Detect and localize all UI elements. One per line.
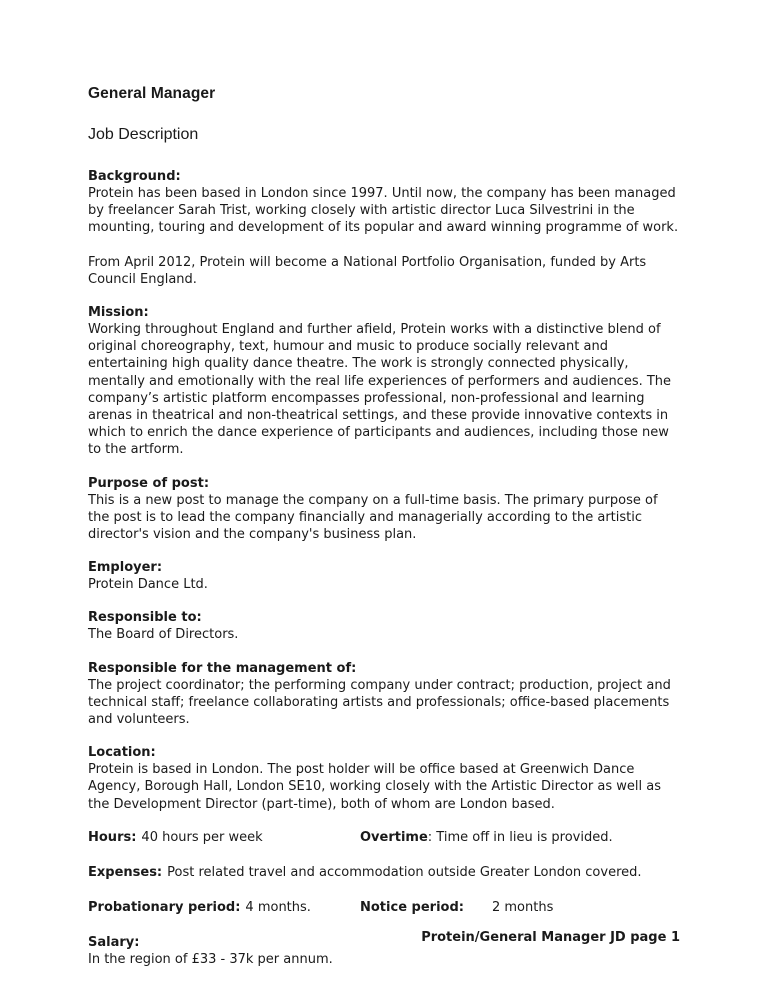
section-body-mission: Working throughout England and further afield, Protein works with a distinctive blend of original choreography, text, humour and music to produce socially relevant and entertaining high quality dance theatre. The work is strongly connected physically, mentally and emotionally with the real life experiences of performers and audiences. The company’s artistic platform encompasses professional, non-professional and learning arenas in theatrical and non-theatrical settings, and these provide innovative contexts in which to enrich the dance experience of participants and audiences, including those new to the artform. xyxy=(88,322,672,458)
section-heading-employer: Employer: xyxy=(88,560,163,576)
terms-hours-value: 40 hours per week xyxy=(141,829,263,845)
terms-overtime-label: Overtime xyxy=(360,829,428,845)
section-body-responsible-for-management: The project coordinator; the performing company under contract; production, project and technical staff; freelance collaborating artists and professionals; office-based placements and volunteers. xyxy=(88,677,671,728)
terms-row-expenses xyxy=(88,864,680,881)
section-purpose-of-post xyxy=(88,475,680,544)
terms-notice-period-label: Notice period: xyxy=(360,899,464,915)
terms-row-probationary-notice xyxy=(88,899,680,916)
section-responsible-to xyxy=(88,609,680,643)
section-body-salary: In the region of £33 - 37k per annum. xyxy=(88,951,333,967)
terms-row-hours-overtime xyxy=(88,829,680,846)
page-title: General Manager xyxy=(88,85,216,102)
section-employer xyxy=(88,559,680,593)
terms-hours xyxy=(88,829,263,846)
document-content xyxy=(88,84,680,983)
section-heading-mission: Mission: xyxy=(88,305,149,321)
terms-overtime-value: : Time off in lieu is provided. xyxy=(427,829,613,845)
section-heading-location: Location: xyxy=(88,745,156,761)
terms-expenses-label: Expenses: xyxy=(88,864,163,880)
terms-expenses xyxy=(88,864,642,881)
terms-overtime xyxy=(360,829,613,846)
section-responsible-for-management xyxy=(88,660,680,729)
section-body-location: Protein is based in London. The post holder will be office based at Greenwich Dance Agency, Borough Hall, London SE10, working closely with the Artistic Director as well as the Development Director (part-time), both of whom are London based. xyxy=(88,762,661,812)
section-heading-responsible-to: Responsible to: xyxy=(88,610,202,626)
terms-hours-label: Hours: xyxy=(88,829,137,845)
section-body-responsible-to: The Board of Directors. xyxy=(88,627,239,643)
section-body-background-2: From April 2012, Protein will become a National Portfolio Organisation, funded by Arts Council England. xyxy=(88,254,647,287)
terms-probationary-period xyxy=(88,899,311,916)
section-mission xyxy=(88,304,680,459)
page-footer: Protein/General Manager JD page 1 xyxy=(421,930,680,945)
section-heading-purpose-of-post: Purpose of post: xyxy=(88,475,210,491)
terms-probationary-period-label: Probationary period: xyxy=(88,899,241,915)
terms-notice-period-value: 2 months xyxy=(491,899,554,915)
terms-notice-period xyxy=(360,899,553,916)
terms-expenses-value: Post related travel and accommodation outside Greater London covered. xyxy=(167,864,642,880)
section-location xyxy=(88,744,680,813)
terms-probationary-period-value: 4 months. xyxy=(245,899,311,915)
section-heading-background: Background: xyxy=(88,169,181,184)
section-body-purpose-of-post: This is a new post to manage the company on a full-time basis. The primary purpose of the post is to lead the company financially and managerially according to the artistic director's vision and the company's business plan. xyxy=(88,492,658,543)
section-heading-salary: Salary: xyxy=(88,934,140,950)
section-body-employer: Protein Dance Ltd. xyxy=(88,577,208,593)
section-body-background: Protein has been based in London since 1997. Until now, the company has been managed by freelancer Sarah Trist, working closely with artistic director Luca Silvestrini in the mounting, touring and development of its popular and award winning programme of work. xyxy=(88,186,679,236)
section-background xyxy=(88,168,680,288)
section-heading-responsible-for-management: Responsible for the management of: xyxy=(88,660,357,676)
document-subtitle: Job Description xyxy=(88,126,199,143)
